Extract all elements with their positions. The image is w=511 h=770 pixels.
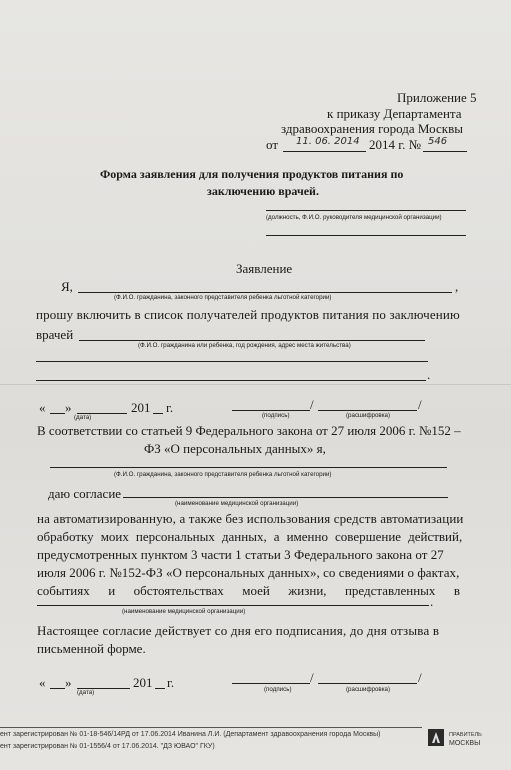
- consent-text-5: событиях и обстоятельствах моей жизни, представленных в: [37, 583, 460, 598]
- form-title-line2: заключению врачей.: [207, 184, 319, 198]
- org-line-2[interactable]: [37, 605, 429, 606]
- order-date-handwritten: 11. 06. 2014: [296, 136, 360, 147]
- consent-text-2: обработку моих персональных данных, а именно совершение действий,: [37, 529, 463, 544]
- department-name: здравоохранения города Москвы: [281, 121, 463, 136]
- doctors-label: врачей: [36, 327, 74, 342]
- form-title-line1: Форма заявления для получения продуктов питания по: [100, 167, 404, 181]
- applicant-caption: (Ф.И.О. гражданина, законного представителя ребенка льготной категории): [114, 294, 332, 301]
- consent-intro-1: В соответствии со статьей 9 Федерального закона от 27 июля 2006 г. №152 –: [37, 423, 461, 438]
- document-page: Приложение 5 к приказу Департамента здравоохранения города Москвы от 11. 06. 2014 2014 г. № 546 Форма заявления для получения продуктов питания по заключению врачей. (должность, Ф.И.О. руководителя медицинской организации) Заявление Я, , (Ф.И.О. гражданина, законного представителя ребенка льготной категории) прошу включить в список получателей продуктов питания по заключению врачей (Ф.И.О. гражданина или ребенка, год рождения, адрес места жительства) . « » 201 г. (дата) / / (подпись) (расшифровка) В соответствии со статьей 9 Федерального закона от 27 июля 2006 г. №152 – ФЗ «О персональных данных» я, (Ф.И.О. гражданина, законного представителя ребенка льготной категории) даю согласие (наименование медицинской организации) на автоматизированную, а также без использования средств автоматизации обработку моих персональных данных, а именно совершение действий, предусмотренных пунктом 3 части 1 статьи 3 Федерального закона от 27 июля 2006 г. №152-ФЗ «О персональных данных», со сведениями о фактах, событиях и обстоятельствах моей жизни, представленных в . (наименование медицинской организации) Настоящее согласие действует со дня его подписания, до дня отзыва в письменной форме. « » 201 г. (дата) / / (подпись) (расшифровка) ент зарегистрирован № 01-18-546/14РД от 17.06.2014 Иванина Л.И. (Департамент здравоохранения города Москвы) ент зарегистрирован № 01-1556/4 от 17.06.2014. "ДЗ ЮВАО" ГКУ) ПРАВИТЕЛЬ МОСКВЫ: [0, 0, 511, 770]
- beneficiary-line-3[interactable]: [36, 380, 426, 381]
- paper-fold: [0, 384, 511, 385]
- consent-intro-2: ФЗ «О персональных данных» я,: [144, 441, 326, 456]
- order-number-handwritten: 546: [428, 136, 448, 147]
- applicant-name-line[interactable]: [78, 292, 452, 293]
- consent-name-line[interactable]: [50, 467, 447, 468]
- org-line-1[interactable]: [123, 497, 448, 498]
- registration-stamp-1: ент зарегистрирован № 01-18-546/14РД от 17.06.2014 Иванина Л.И. (Департамент здравоохранения города Москвы): [0, 731, 381, 738]
- consent-text-3: предусмотренных пунктом 3 части 1 статьи 3 Федерального закона от 27: [37, 547, 444, 562]
- validity-text-1: Настоящее согласие действует со дня его подписания, до дня отзыва в: [37, 623, 440, 638]
- order-reference: к приказу Департамента: [327, 106, 462, 121]
- day-line-2[interactable]: [50, 688, 65, 689]
- validity-text-2: письменной форме.: [37, 641, 146, 656]
- logo-text-1: ПРАВИТЕЛЬ: [449, 732, 482, 738]
- signature-line-2[interactable]: [232, 683, 310, 684]
- logo-text-2: МОСКВЫ: [449, 740, 481, 747]
- registration-stamp-2: ент зарегистрирован № 01-1556/4 от 17.06.2014. "ДЗ ЮВАО" ГКУ): [0, 743, 215, 750]
- request-text: прошу включить в список получателей продуктов питания по заключению: [36, 307, 460, 322]
- appendix-label: Приложение 5: [397, 90, 477, 105]
- decode-line-2[interactable]: [318, 683, 417, 684]
- beneficiary-line-2[interactable]: [36, 361, 428, 362]
- order-year-number: 2014 г. №: [369, 137, 422, 152]
- beneficiary-caption: (Ф.И.О. гражданина или ребенка, год рождения, адрес места жительства): [138, 342, 351, 349]
- give-consent-label: даю согласие: [48, 486, 122, 501]
- date-prefix: от: [266, 137, 279, 152]
- application-heading: Заявление: [236, 261, 293, 276]
- signature-line-1[interactable]: [232, 410, 310, 411]
- pronoun-i: Я,: [61, 279, 73, 294]
- consent-text-1: на автоматизированную, а также без использования средств автоматизации: [37, 511, 464, 526]
- day-line-1[interactable]: [50, 413, 65, 414]
- decode-line-1[interactable]: [318, 410, 417, 411]
- consent-text-4: июля 2006 г. №152-ФЗ «О персональных данных», со сведениями о фактах,: [37, 565, 460, 580]
- recipient-caption: (должность, Ф.И.О. руководителя медицинской организации): [266, 214, 442, 221]
- moscow-government-logo-icon: [428, 729, 444, 746]
- beneficiary-line[interactable]: [79, 340, 425, 341]
